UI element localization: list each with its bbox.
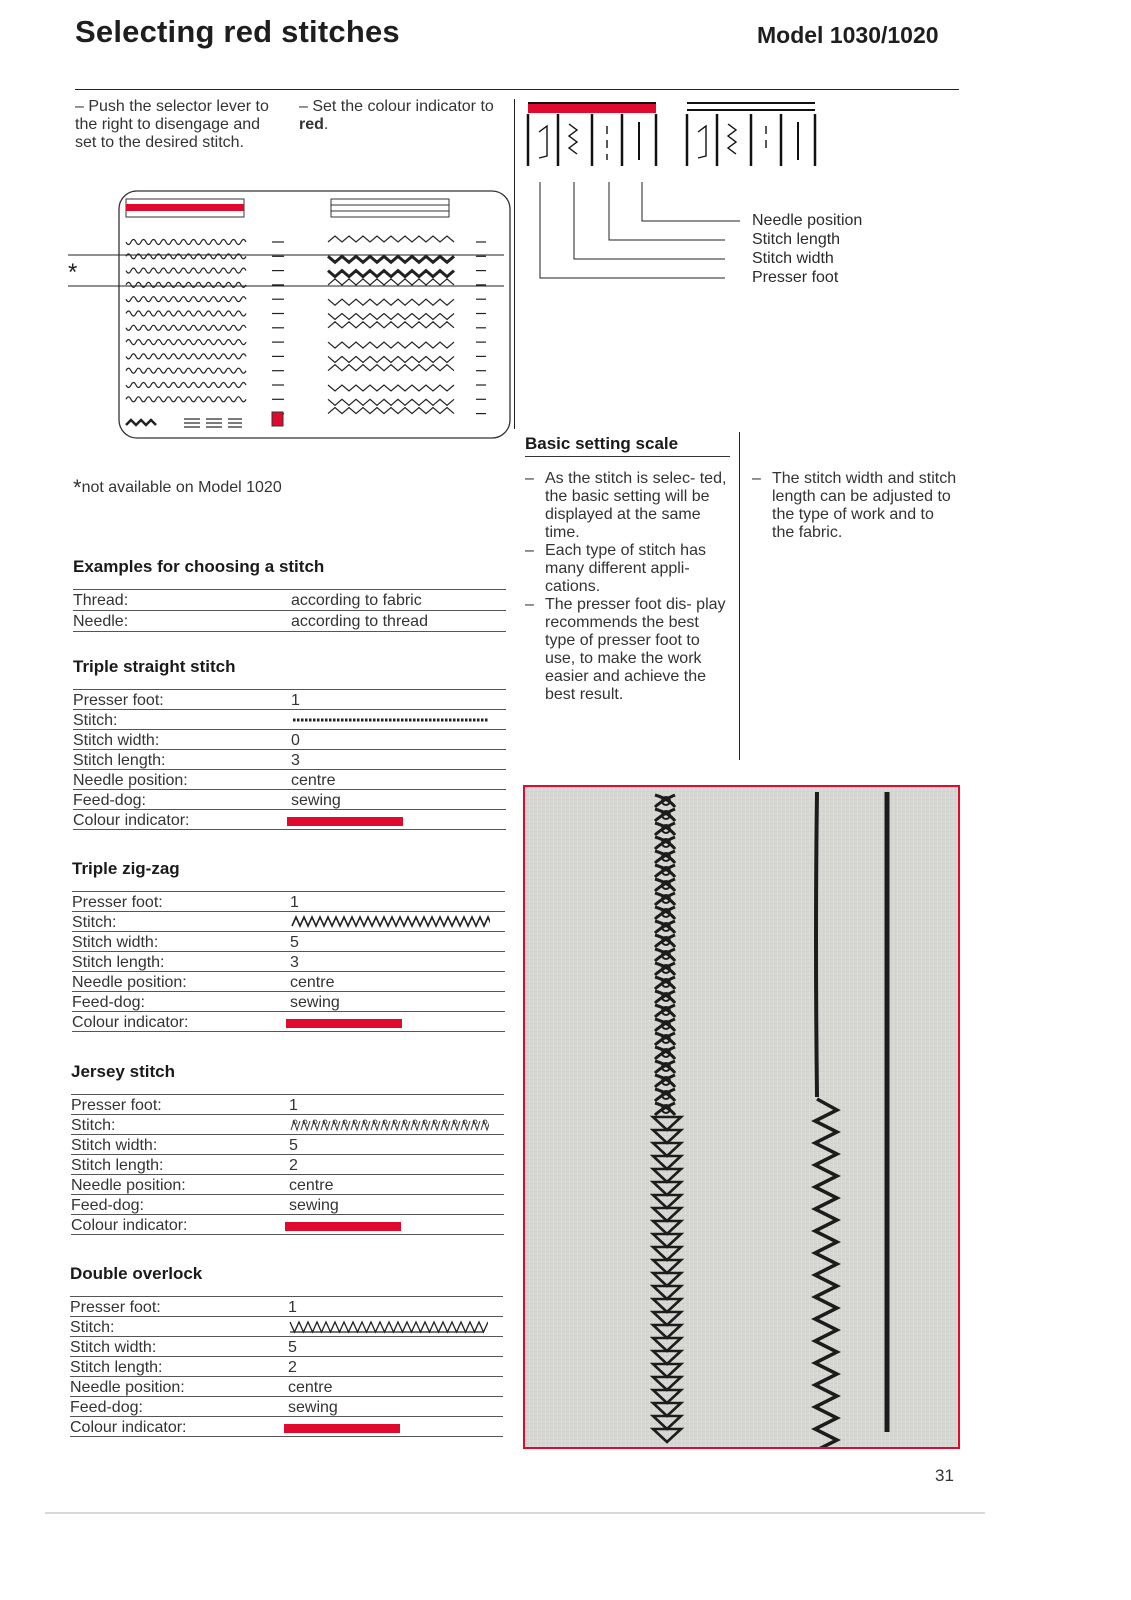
setting-value: 2 (289, 1157, 298, 1174)
page-title: Selecting red stitches (75, 14, 400, 49)
setting-label: Feed-dog: (71, 1197, 144, 1214)
colour-indicator-red (284, 1424, 400, 1433)
basic-scale-col2 (752, 470, 957, 542)
setting-label: Feed-dog: (70, 1399, 143, 1416)
setting-value: centre (291, 772, 336, 789)
setting-label: Needle position: (72, 974, 187, 991)
setting-value: 1 (290, 894, 299, 911)
setting-value: 1 (288, 1299, 297, 1316)
setting-value: centre (288, 1379, 333, 1396)
table-row (72, 992, 505, 1012)
setting-label: Stitch width: (72, 934, 159, 951)
table-row (71, 1215, 504, 1235)
label-stitch-length: Stitch length (752, 231, 841, 248)
setting-label: Presser foot: (70, 1299, 161, 1316)
setting-value: 1 (289, 1097, 298, 1114)
basic-scale-item: – The presser foot dis- play recommends the best type of presser foot to use, to make the work easier and achieve the best result. (525, 596, 726, 703)
stitch-pattern-icon (291, 713, 491, 727)
stitch-pattern-icon (288, 1320, 488, 1334)
setting-label: Presser foot: (72, 894, 163, 911)
setting-value: sewing (290, 994, 340, 1011)
table-row (73, 690, 506, 710)
setting-label: Stitch length: (70, 1359, 163, 1376)
stitch-section-triple-straight (73, 657, 506, 832)
examples-table (73, 589, 506, 630)
setting-label: Stitch: (72, 914, 117, 931)
table-row (72, 892, 505, 912)
setting-label: Needle position: (73, 772, 188, 789)
table-row (72, 912, 505, 932)
stitch-name: Triple zig-zag (72, 859, 180, 878)
table-row (73, 810, 506, 830)
setting-value: 1 (291, 692, 300, 709)
setting-label: Stitch: (73, 712, 118, 729)
setting-value: 0 (291, 732, 300, 749)
table-row (71, 1095, 504, 1115)
table-row (72, 1012, 505, 1032)
asterisk-marker: * (68, 259, 78, 286)
intro-left: – Push the selector lever to the right to disengage and set to the desired stitch. (75, 98, 269, 151)
table-row (71, 1115, 504, 1135)
setting-value: 5 (289, 1137, 298, 1154)
page-number: 31 (935, 1466, 954, 1485)
table-row (71, 1155, 504, 1175)
stitch-pattern-icon (290, 915, 490, 929)
setting-value: sewing (288, 1399, 338, 1416)
stitch-selector-panel (66, 190, 516, 440)
table-row (73, 750, 506, 770)
intro-right: – Set the colour indicator to red. (299, 98, 494, 133)
stitch-settings-table (72, 891, 505, 1034)
colour-indicator-red (287, 817, 403, 826)
table-row (73, 710, 506, 730)
table-row (71, 1135, 504, 1155)
table-row (70, 1317, 503, 1337)
table-row (72, 972, 505, 992)
table-row (71, 1175, 504, 1195)
table-row: Thread: according to fabric (73, 590, 506, 611)
label-presser-foot: Presser foot (752, 269, 839, 286)
stitch-name: Jersey stitch (71, 1062, 175, 1081)
table-row (72, 952, 505, 972)
stitch-settings-table (70, 1296, 503, 1439)
table-row (73, 730, 506, 750)
stitch-name: Triple straight stitch (73, 657, 236, 676)
model-label: Model 1030/1020 (757, 22, 939, 48)
setting-label: Needle position: (71, 1177, 186, 1194)
setting-value: 3 (291, 752, 300, 769)
colour-indicator-red (286, 1019, 402, 1028)
table-row (70, 1397, 503, 1417)
table-row (70, 1417, 503, 1437)
stitch-settings-table (71, 1094, 504, 1237)
basic-scale-heading: Basic setting scale (525, 434, 730, 457)
setting-value: 5 (290, 934, 299, 951)
label-stitch-width: Stitch width (752, 250, 834, 267)
table-row (70, 1337, 503, 1357)
setting-value: centre (290, 974, 335, 991)
setting-value: 2 (288, 1359, 297, 1376)
table-row (70, 1377, 503, 1397)
setting-label: Presser foot: (73, 692, 164, 709)
setting-value: sewing (291, 792, 341, 809)
basic-scale-col1 (525, 470, 730, 704)
setting-label: Stitch length: (71, 1157, 164, 1174)
footnote: *not available on Model 1020 (73, 475, 282, 500)
stitch-name: Double overlock (70, 1264, 203, 1283)
colour-indicator-red (285, 1222, 401, 1231)
setting-label: Colour indicator: (71, 1217, 188, 1234)
stitch-sample-drawing (525, 787, 958, 1447)
examples-heading: Examples for choosing a stitch (73, 557, 325, 576)
stitch-sample-photo (523, 785, 960, 1449)
table-row (71, 1195, 504, 1215)
stitch-section-jersey (71, 1062, 504, 1237)
setting-label: Stitch width: (70, 1339, 157, 1356)
stitch-section-triple-zigzag (72, 859, 505, 1034)
setting-value: centre (289, 1177, 334, 1194)
table-row (70, 1297, 503, 1317)
header-rule (75, 89, 959, 90)
setting-label: Stitch: (71, 1117, 116, 1134)
setting-label: Colour indicator: (73, 812, 190, 829)
setting-label: Stitch length: (73, 752, 166, 769)
scan-edge (45, 1512, 985, 1514)
basic-scale-item: – Each type of stitch has many different appli- cations. (525, 542, 706, 595)
setting-value: sewing (289, 1197, 339, 1214)
table-row (73, 770, 506, 790)
setting-label: Stitch length: (72, 954, 165, 971)
setting-value: 3 (290, 954, 299, 971)
setting-label: Feed-dog: (73, 792, 146, 809)
table-row (72, 932, 505, 952)
setting-label: Stitch width: (71, 1137, 158, 1154)
setting-label: Colour indicator: (72, 1014, 189, 1031)
basic-scale-item: – The stitch width and stitch length can be adjusted to the type of work and to the fabric. (752, 470, 957, 541)
table-row (73, 790, 506, 810)
setting-label: Stitch width: (73, 732, 160, 749)
stitch-pattern-icon (289, 1118, 489, 1132)
setting-label: Needle position: (70, 1379, 185, 1396)
setting-label: Presser foot: (71, 1097, 162, 1114)
column-divider-basic (739, 432, 740, 760)
setting-label: Colour indicator: (70, 1419, 187, 1436)
table-row: Needle: according to thread (73, 611, 506, 632)
setting-value: 5 (288, 1339, 297, 1356)
setting-label: Stitch: (70, 1319, 115, 1336)
stitch-section-double-overlock (70, 1264, 503, 1439)
label-needle-position: Needle position (752, 212, 863, 229)
table-row (70, 1357, 503, 1377)
setting-label: Feed-dog: (72, 994, 145, 1011)
basic-scale-item: – As the stitch is selec- ted, the basic setting will be displayed at the same time. (525, 470, 727, 541)
stitch-settings-table (73, 689, 506, 832)
